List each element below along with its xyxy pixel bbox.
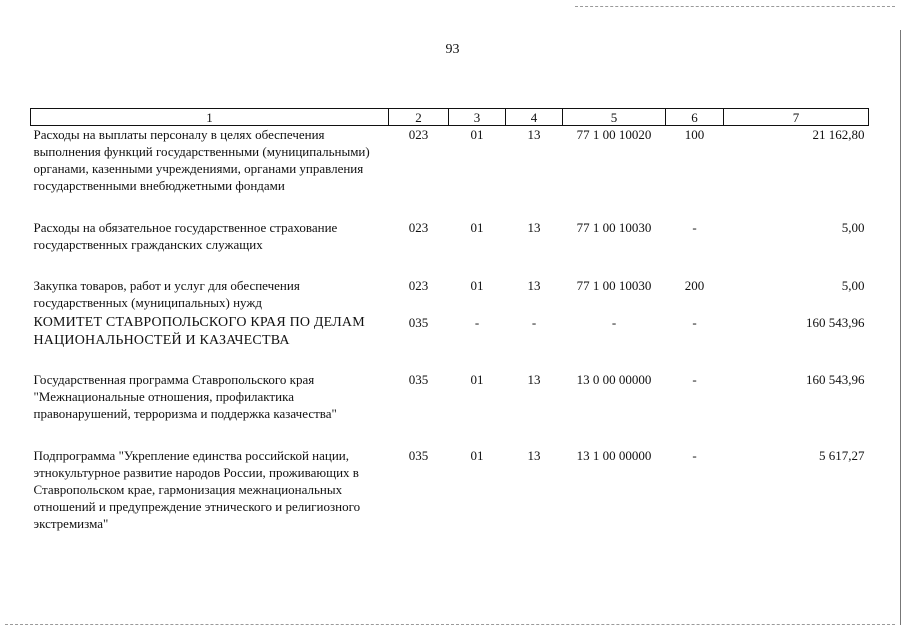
row-ministry-code: 023 — [408, 127, 429, 142]
row-name: Государственная программа Ставропольского края "Межнациональные отношения, профилактика правонарушений, терроризма и поддержка казачества" — [33, 371, 337, 421]
row-subsection-code: 13 — [527, 219, 541, 235]
row-ministry-code: 023 — [408, 277, 429, 293]
row-section-code: 01 — [470, 219, 484, 235]
row-target-code: 13 1 00 00000 — [576, 447, 652, 463]
row-target-code: 77 1 00 10030 — [576, 219, 652, 235]
header-col-3: 3 — [449, 109, 506, 126]
row-expense-type: - — [692, 219, 697, 235]
header-col-4: 4 — [506, 109, 563, 126]
row-name: КОМИТЕТ СТАВРОПОЛЬСКОГО КРАЯ ПО ДЕЛАМ НАЦИОНАЛЬНОСТЕЙ И КАЗАЧЕСТВА — [33, 314, 365, 348]
row-expense-type: 200 — [684, 277, 705, 293]
row-section-code: 01 — [470, 371, 484, 387]
row-subsection-code: 13 — [527, 127, 541, 142]
page-number: 93 — [445, 42, 460, 57]
table-row — [31, 371, 869, 447]
row-amount: 5,00 — [841, 277, 865, 293]
row-ministry-code: 023 — [408, 219, 429, 235]
row-name: Закупка товаров, работ и услуг для обеспечения государственных (муниципальных) нужд — [33, 277, 300, 310]
row-amount: 160 543,96 — [806, 371, 865, 387]
scan-artifact-bottom — [5, 624, 895, 625]
row-ministry-code: 035 — [408, 371, 429, 387]
page-edge — [900, 30, 901, 625]
row-ministry-code: 035 — [408, 314, 429, 330]
row-expense-type: - — [692, 371, 697, 387]
row-expense-type: - — [692, 314, 697, 330]
row-section-code: - — [474, 314, 480, 330]
header-row — [31, 109, 869, 126]
row-target-code: 77 1 00 10030 — [576, 277, 652, 293]
header-col-7: 7 — [724, 109, 869, 126]
header-col-1: 1 — [31, 109, 389, 126]
row-expense-type: 100 — [684, 127, 705, 142]
row-name: Расходы на выплаты персоналу в целях обеспечения выполнения функций государственными (муниципальными) органами, казенными учреждениями, органами управления государственными внебюджетными фондами — [33, 127, 370, 193]
row-amount: 160 543,96 — [806, 314, 865, 330]
header-col-2: 2 — [389, 109, 449, 126]
row-subsection-code: 13 — [527, 371, 541, 387]
header-col-5: 5 — [563, 109, 666, 126]
table-row — [31, 126, 869, 219]
row-target-code: - — [611, 314, 617, 330]
row-subsection-code: - — [531, 314, 537, 330]
row-target-code: 13 0 00 00000 — [576, 371, 652, 387]
row-amount: 5 617,27 — [819, 447, 865, 463]
row-amount: 21 162,80 — [812, 127, 865, 142]
budget-table — [30, 108, 869, 542]
row-subsection-code: 13 — [527, 277, 541, 293]
row-subsection-code: 13 — [527, 447, 541, 463]
table-row — [31, 447, 869, 542]
row-ministry-code: 035 — [408, 447, 429, 463]
row-section-code: 01 — [470, 277, 484, 293]
row-section-code: 01 — [470, 127, 484, 142]
row-name: Расходы на обязательное государственное страхование государственных гражданских служащих — [33, 219, 338, 252]
row-section-code: 01 — [470, 447, 484, 463]
row-expense-type: - — [692, 447, 697, 463]
table-row — [31, 219, 869, 277]
row-name: Подпрограмма "Укрепление единства российской нации, этнокультурное развитие народов России, проживающих в Ставропольском крае, гармонизация межнациональных отношений и предупреждение этнического и религиозного экстремизма" — [33, 447, 361, 531]
row-amount: 5,00 — [841, 219, 865, 235]
table-row — [31, 277, 869, 314]
table-row — [31, 314, 869, 371]
row-target-code: 77 1 00 10020 — [576, 127, 652, 142]
header-col-6: 6 — [666, 109, 724, 126]
scan-artifact-top — [575, 6, 895, 7]
